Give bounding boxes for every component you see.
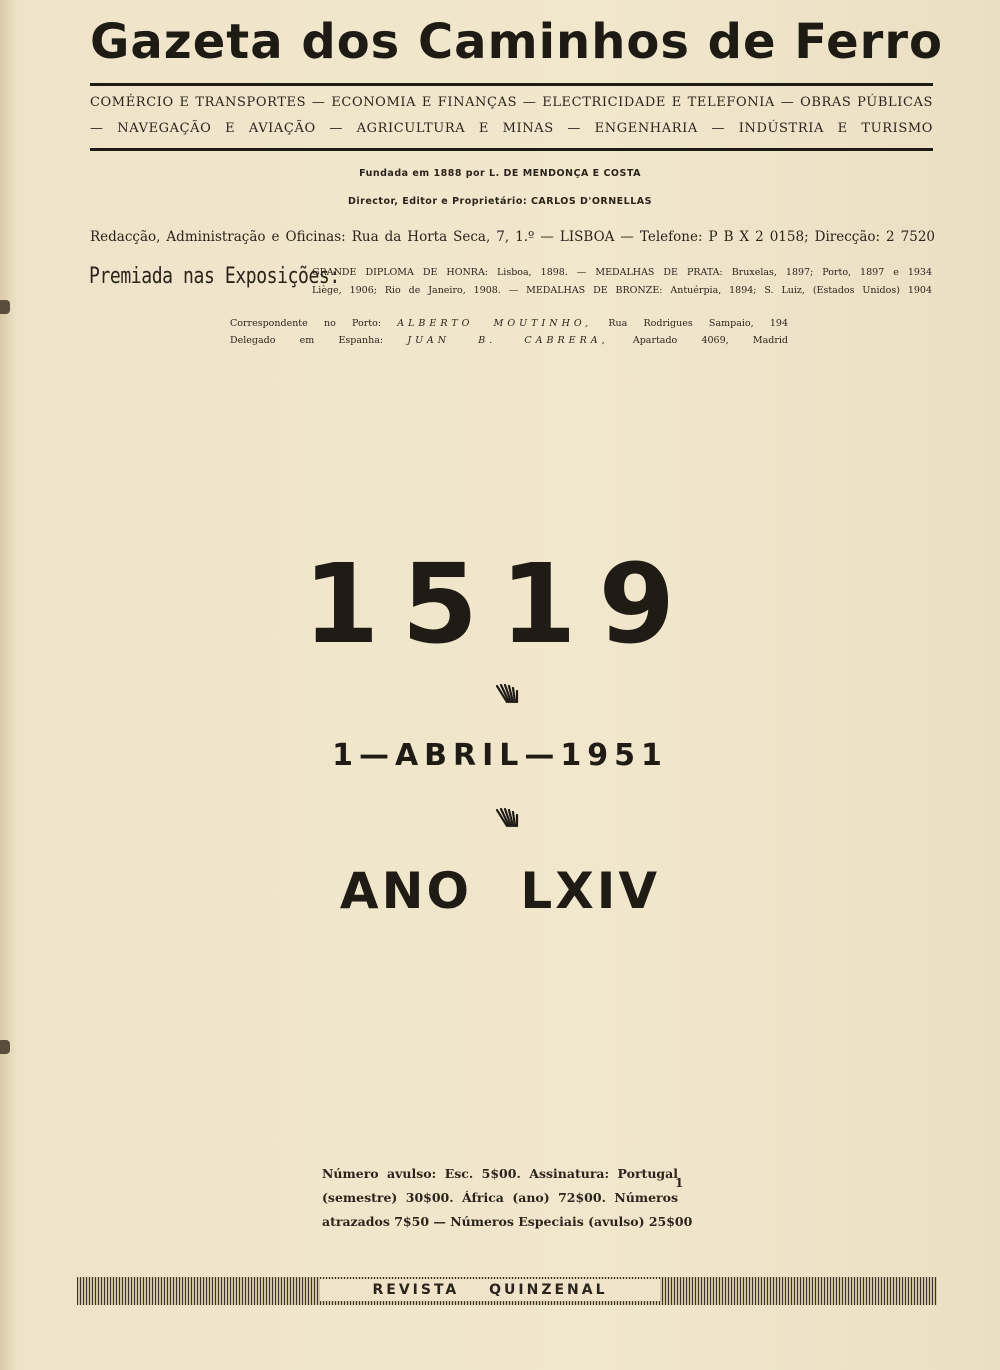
fan-ornament-icon	[493, 682, 523, 706]
publication-title: Gazeta dos Caminhos de Ferro	[90, 14, 943, 70]
awards-line-2: Liège, 1906; Rio de Janeiro, 1908. — MEDALHAS DE BRONZE: Antuérpia, 1894; S. Luiz, (Estados Unidos) 1904	[312, 285, 932, 296]
founded-line: Fundada em 1888 por L. DE MENDONÇA E COSTA	[359, 168, 641, 179]
fan-ornament-icon	[493, 806, 523, 830]
correspondent-spain-prefix: Delegado em Espanha:	[230, 335, 384, 346]
pricing-line-3: atrazados 7$50 — Números Especiais (avulso) 25$00	[322, 1214, 693, 1229]
pricing-block	[322, 1162, 693, 1234]
awards-label: Premiada nas Exposições:	[89, 264, 340, 289]
correspondent-porto-address: Rua Rodrigues Sampaio, 194	[608, 318, 788, 329]
correspondent-spain	[230, 335, 788, 346]
correspondent-porto-name: ALBERTO MOUTINHO,	[397, 318, 593, 329]
issue-date: 1—ABRIL—1951	[332, 738, 668, 773]
correspondent-spain-address: Apartado 4069, Madrid	[632, 335, 788, 346]
page-number: 1	[675, 1176, 684, 1190]
correspondent-spain-name: JUAN B. CABRERA,	[407, 335, 609, 346]
binding-mark	[0, 1040, 10, 1054]
subjects-rule	[90, 148, 933, 151]
awards-line-1: GRANDE DIPLOMA DE HONRA: Lisboa, 1898. — MEDALHAS DE PRATA: Bruxelas, 1897; Porto, 1897 e 1934	[312, 267, 932, 278]
pricing-line-1: Número avulso: Esc. 5$00. Assinatura: Portugal	[322, 1166, 678, 1181]
address-line: Redacção, Administração e Oficinas: Rua da Horta Seca, 7, 1.º — LISBOA — Telefone: P B X 2 0158; Direcção: 2 7520	[90, 229, 935, 245]
pricing-line-2: (semestre) 30$00. África (ano) 72$00. Números	[322, 1190, 678, 1205]
correspondent-porto-prefix: Correspondente no Porto:	[230, 318, 382, 329]
director-line: Director, Editor e Proprietário: CARLOS D'ORNELLAS	[348, 196, 652, 207]
issue-number: 1519	[302, 540, 698, 668]
subjects-line-1: COMÉRCIO E TRANSPORTES — ECONOMIA E FINANÇAS — ELECTRICIDADE E TELEFONIA — OBRAS PÚBLICAS	[90, 95, 933, 110]
publication-year: ANO LXIV	[339, 862, 661, 920]
binding-mark	[0, 300, 10, 314]
footer-label: REVISTA QUINZENAL	[320, 1279, 660, 1301]
correspondent-porto	[230, 318, 788, 329]
title-rule	[90, 83, 933, 86]
subjects-line-2: — NAVEGAÇÃO E AVIAÇÃO — AGRICULTURA E MINAS — ENGENHARIA — INDÚSTRIA E TURISMO	[90, 121, 933, 136]
